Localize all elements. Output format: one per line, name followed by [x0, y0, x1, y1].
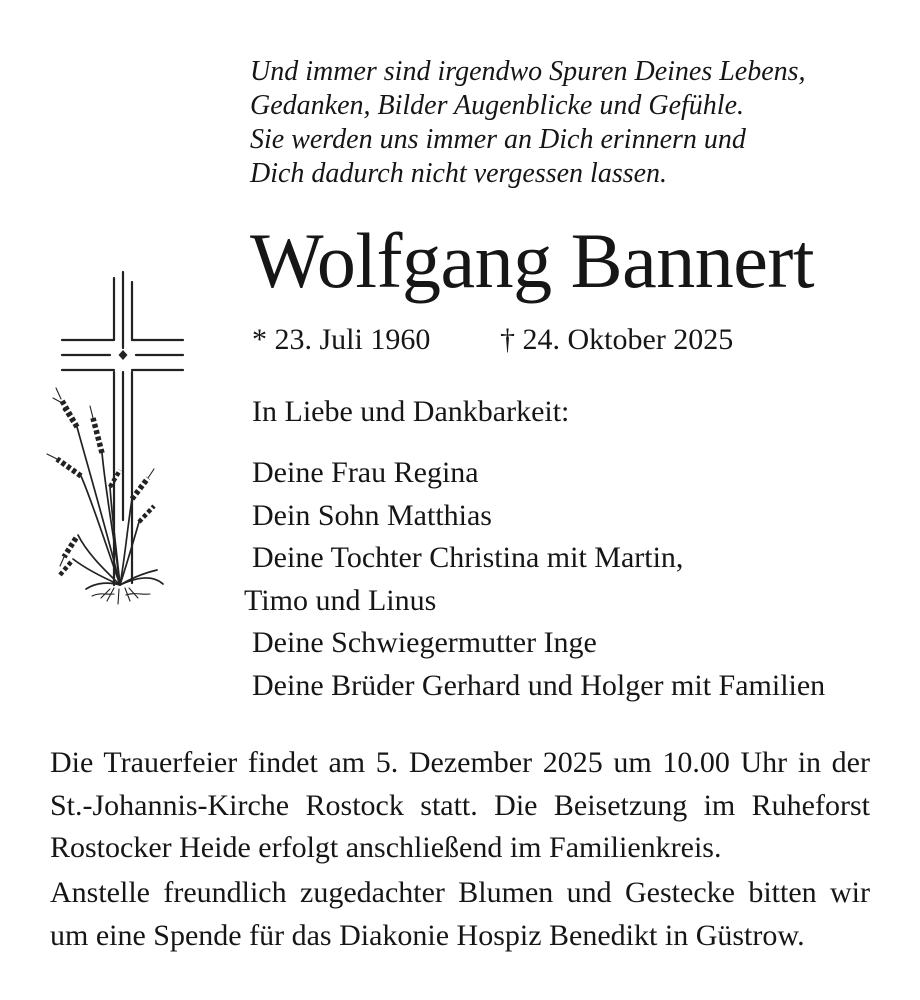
grass-awns-and-roots: [47, 388, 154, 604]
poem-line: Dich dadurch nicht vergessen lassen.: [250, 158, 668, 189]
funeral-line: St.-Johannis-Kirche Rostock statt. Die Beisetzung im Ruheforst: [50, 788, 870, 822]
mourner-line-continuation: Timo und Linus: [244, 583, 437, 617]
death-date: † 24. Oktober 2025: [500, 323, 734, 356]
poem-line: Sie werden uns immer an Dich erinnern und: [250, 124, 746, 155]
life-dates: [252, 322, 872, 362]
cross-center-dot: [119, 350, 128, 360]
donation-line: um eine Spende für das Diakonie Hospiz Benedikt in Güstrow.: [50, 918, 805, 952]
funeral-announcement: [50, 742, 870, 870]
mourners-list: [244, 452, 826, 707]
donation-line: Anstelle freundlich zugedachter Blumen und Gestecke bitten wir: [50, 876, 870, 909]
funeral-line: Die Trauerfeier findet am 5. Dezember 2025 um 10.00 Uhr in der: [50, 746, 870, 779]
cross-and-grasses-illustration: [40, 255, 200, 620]
poem-line: Und immer sind irgendwo Spuren Deines Lebens,: [250, 56, 806, 87]
mourner-line: Deine Brüder Gerhard und Holger mit Familien: [252, 668, 826, 702]
salutation: In Liebe und Dankbarkeit:: [252, 395, 570, 428]
mourner-line: Dein Sohn Matthias: [252, 498, 492, 532]
deceased-name: Wolfgang Bannert: [250, 217, 815, 304]
mourner-line: Deine Tochter Christina mit Martin,: [252, 541, 684, 574]
grass-stems: [73, 427, 163, 589]
mourner-line: Deine Frau Regina: [252, 456, 479, 489]
mourner-line: Deine Schwiegermutter Inge: [252, 626, 597, 659]
donation-request: [50, 872, 870, 957]
funeral-line: Rostocker Heide erfolgt anschließend im Familienkreis.: [50, 831, 722, 864]
poem-line: Gedanken, Bilder Augenblicke und Gefühle.: [250, 90, 744, 121]
memorial-poem: [250, 55, 806, 191]
birth-date: * 23. Juli 1960: [252, 323, 431, 356]
